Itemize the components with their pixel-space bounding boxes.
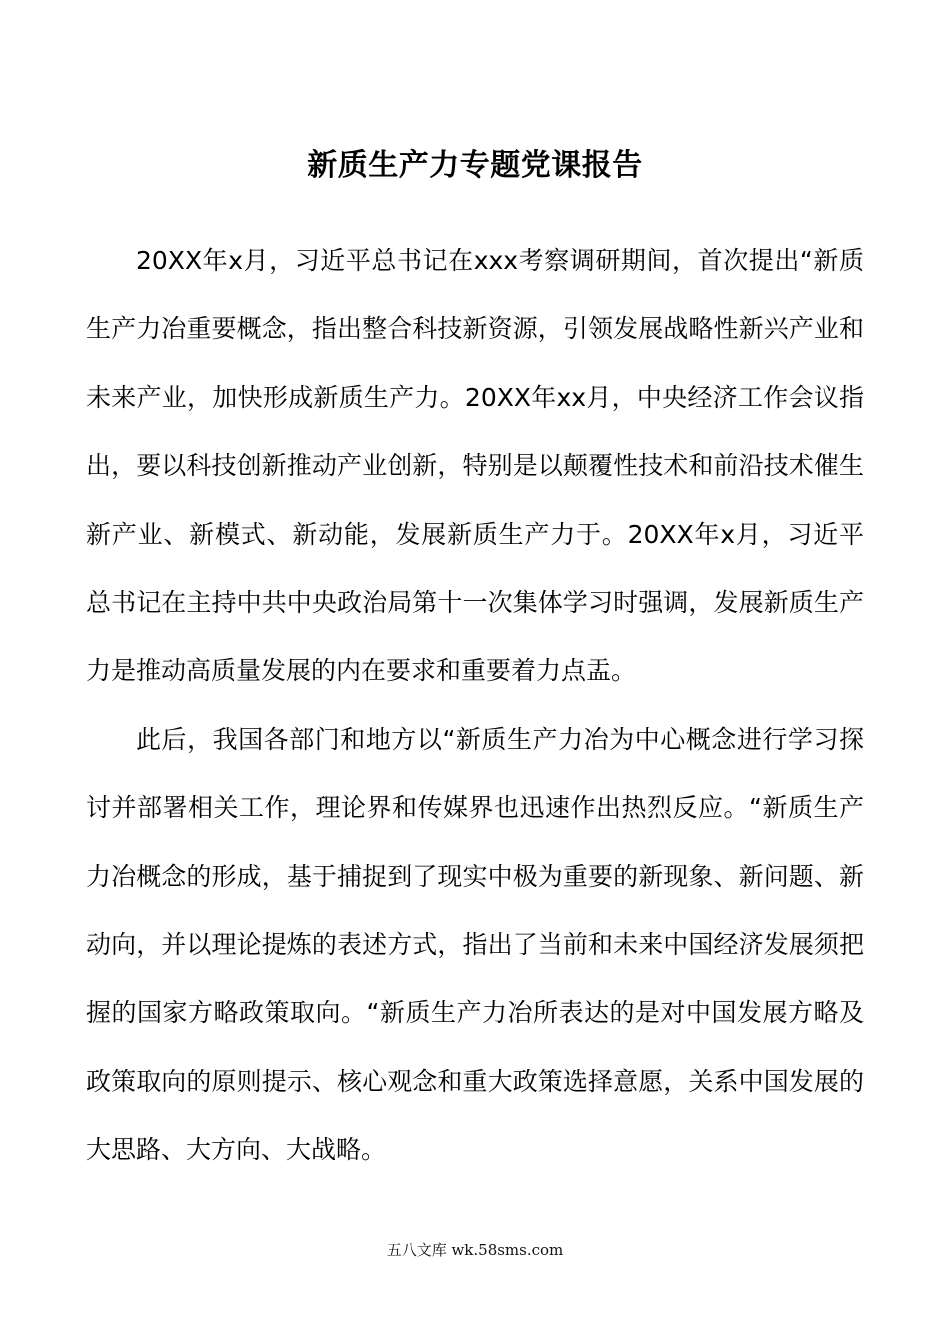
page-title: 新质生产力专题党课报告: [307, 148, 643, 183]
paragraph-2: 此后，我国各部门和地方以“新质生产力冶为中心概念进行学习探讨并部署相关工作，理论界和传媒界也迅速作出热烈反应。“新质生产力冶概念的形成，基于捕捉到了现实中极为重要的新现象、新问题、新动向，并以理论提炼的表述方式，指出了当前和未来中国经济发展须把握的国家方略政策取向。“新质生产力冶所表达的是对中国发展方略及政策取向的原则提示、核心观念和重大政策选择意愿，关系中国发展的大思路、大方向、大战略。: [86, 724, 864, 1165]
document-body: [86, 227, 864, 1185]
footer-watermark: 五八文库 wk.58sms.com: [386, 1241, 564, 1259]
paragraph-1: 20XX年x月，习近平总书记在xxx考察调研期间，首次提出“新质生产力冶重要概念，指出整合科技新资源，引领发展战略性新兴产业和未来产业，加快形成新质生产力。20XX年xx月，中央经济工作会议指出，要以科技创新推动产业创新，特别是以颠覆性技术和前沿技术催生新产业、新模式、新动能，发展新质生产力于。20XX年x月，习近平总书记在主持中共中央政治局第十一次集体学习时强调，发展新质生产力是推动高质量发展的内在要求和重要着力点盂。: [86, 246, 864, 686]
